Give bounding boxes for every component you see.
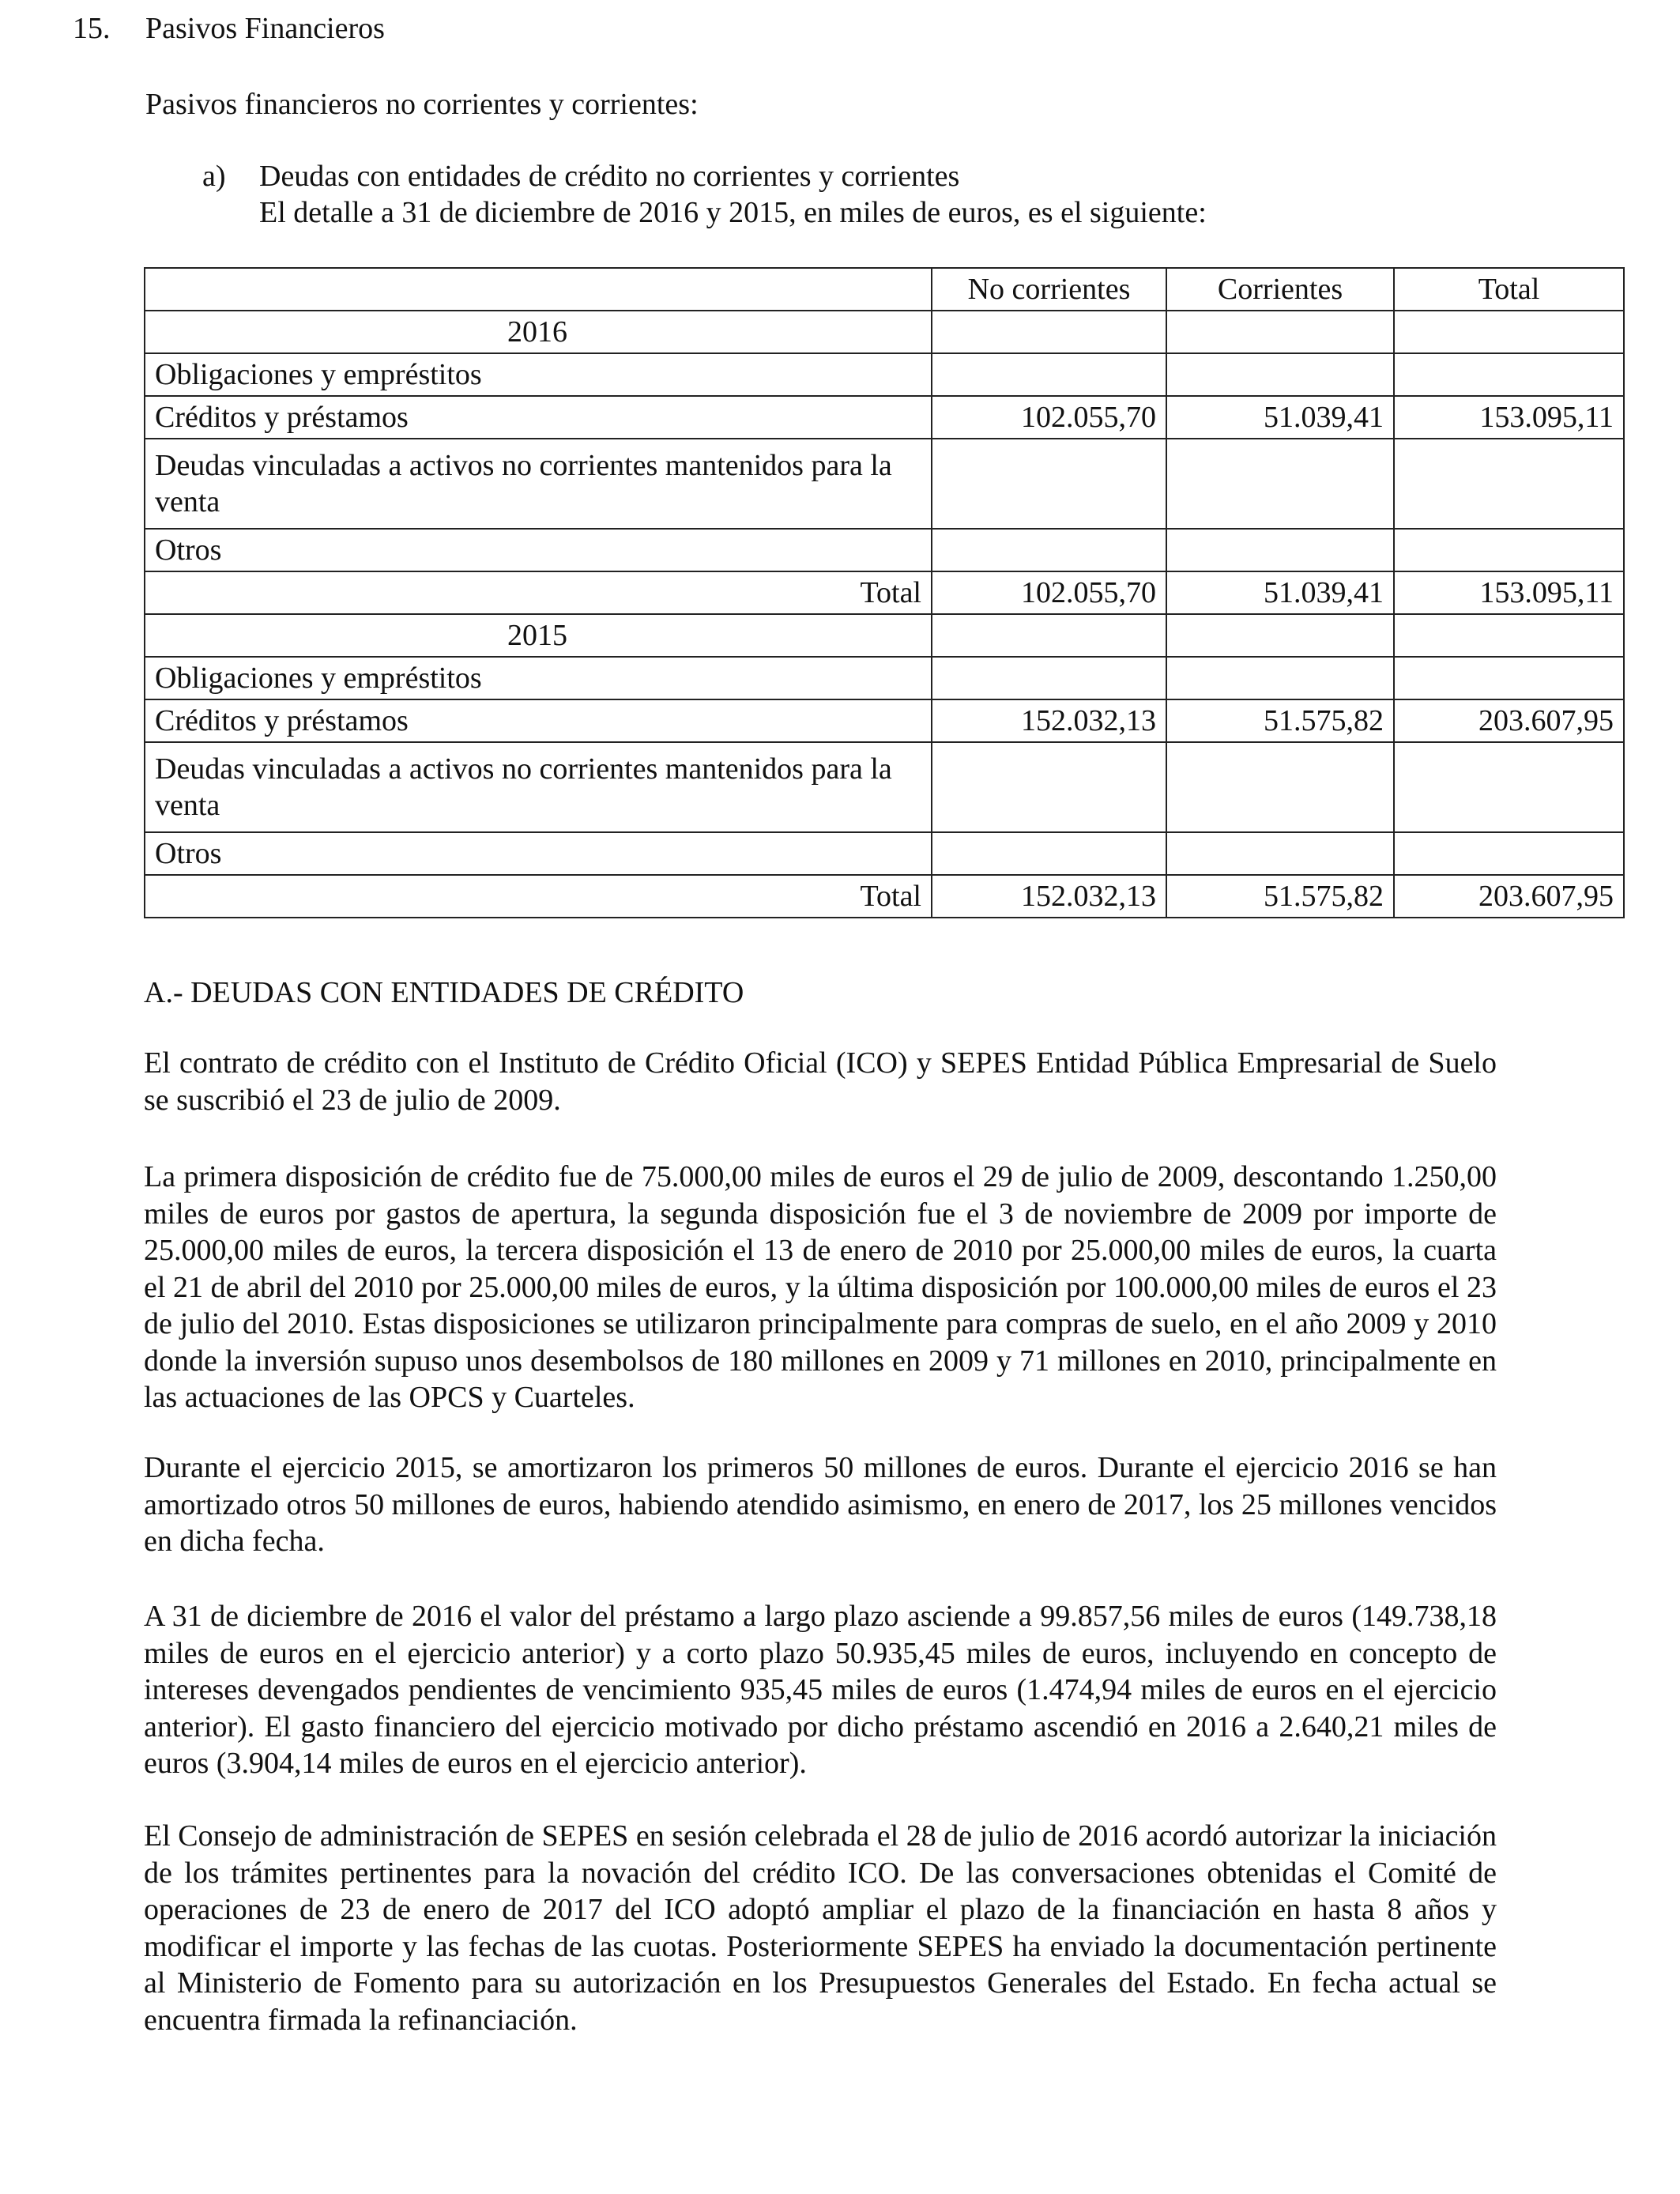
empty-cell bbox=[1394, 614, 1624, 657]
table-row bbox=[145, 699, 1624, 742]
row-total bbox=[1394, 832, 1624, 875]
item-a-title: Deudas con entidades de crédito no corrientes y corrientes bbox=[259, 160, 960, 193]
empty-cell bbox=[1394, 311, 1624, 353]
total-total: 203.607,95 bbox=[1394, 875, 1624, 918]
row-current bbox=[1166, 657, 1394, 699]
paragraph: A 31 de diciembre de 2016 el valor del préstamo a largo plazo asciende a 99.857,56 miles de euros (149.738,18 miles de euros en el ejercicio anterior) y a corto plazo 50.935,45 miles de euros, incluyendo en concepto de intereses devengados pendientes de vencimiento 935,45 miles de euros (1.474,94 miles de euros en el ejercicio anterior). El gasto financiero del ejercicio motivado por dicho préstamo ascendió en 2016 a 2.640,21 miles de euros (3.904,14 miles de euros en el ejercicio anterior). bbox=[144, 1600, 1497, 1780]
total-label: Total bbox=[145, 571, 932, 614]
total-total: 153.095,11 bbox=[1394, 571, 1624, 614]
section-a-title: A.- DEUDAS CON ENTIDADES DE CRÉDITO bbox=[144, 976, 744, 1009]
section-heading bbox=[73, 9, 385, 47]
item-a-letter: a) bbox=[202, 160, 226, 193]
table-row bbox=[145, 832, 1624, 875]
table-row bbox=[145, 529, 1624, 571]
row-total: 153.095,11 bbox=[1394, 396, 1624, 439]
total-label: Total bbox=[145, 875, 932, 918]
financial-liabilities-table bbox=[144, 267, 1625, 918]
total-current: 51.039,41 bbox=[1166, 571, 1394, 614]
row-non-current bbox=[932, 529, 1166, 571]
row-label: Créditos y préstamos bbox=[145, 699, 932, 742]
row-non-current bbox=[932, 832, 1166, 875]
paragraph: Durante el ejercicio 2015, se amortizaron los primeros 50 millones de euros. Durante el ejercicio 2016 se han amortizado otros 50 millones de euros, habiendo atendido asimismo, en enero de 2017, los 25 millones vencidos en dicha fecha. bbox=[144, 1451, 1497, 1558]
row-current bbox=[1166, 529, 1394, 571]
row-current bbox=[1166, 439, 1394, 529]
table-row bbox=[145, 657, 1624, 699]
row-non-current bbox=[932, 353, 1166, 396]
table-row bbox=[145, 353, 1624, 396]
paragraph: El contrato de crédito con el Instituto de Crédito Oficial (ICO) y SEPES Entidad Pública Empresarial de Suelo se suscribió el 23 de julio de 2009. bbox=[144, 1046, 1497, 1117]
item-a-detail: El detalle a 31 de diciembre de 2016 y 2015, en miles de euros, es el siguiente: bbox=[259, 196, 1207, 229]
row-label: Otros bbox=[145, 832, 932, 875]
year-label: 2015 bbox=[145, 614, 932, 657]
total-current: 51.575,82 bbox=[1166, 875, 1394, 918]
total-non-current: 102.055,70 bbox=[932, 571, 1166, 614]
row-label: Deudas vinculadas a activos no corrientes mantenidos para la venta bbox=[145, 742, 932, 832]
section-subtitle: Pasivos financieros no corrientes y corrientes: bbox=[145, 88, 699, 121]
row-label: Deudas vinculadas a activos no corrientes mantenidos para la venta bbox=[145, 439, 932, 529]
row-total: 203.607,95 bbox=[1394, 699, 1624, 742]
row-label: Otros bbox=[145, 529, 932, 571]
header-non-current: No corrientes bbox=[932, 268, 1166, 311]
header-label-cell bbox=[145, 268, 932, 311]
row-current bbox=[1166, 353, 1394, 396]
row-total bbox=[1394, 353, 1624, 396]
table-row bbox=[145, 742, 1624, 832]
row-non-current: 102.055,70 bbox=[932, 396, 1166, 439]
header-current: Corrientes bbox=[1166, 268, 1394, 311]
paragraph: La primera disposición de crédito fue de 75.000,00 miles de euros el 29 de julio de 2009, descontando 1.250,00 miles de euros por gastos de apertura, la segunda disposición fue el 3 de noviembre de 2009 por importe de 25.000,00 miles de euros, la tercera disposición el 13 de enero de 2010 por 25.000,00 miles de euros, la cuarta el 21 de abril del 2010 por 25.000,00 miles de euros, y la última disposición por 100.000,00 miles de euros el 23 de julio del 2010. Estas disposiciones se utilizaron principalmente para compras de suelo, en el año 2009 y 2010 donde la inversión supuso unos desembolsos de 180 millones en 2009 y 71 millones en 2010, principalmente en las actuaciones de las OPCS y Cuarteles. bbox=[144, 1160, 1497, 1414]
empty-cell bbox=[932, 311, 1166, 353]
year-row bbox=[145, 614, 1624, 657]
table-header-row bbox=[145, 268, 1624, 311]
section-title: Pasivos Financieros bbox=[145, 12, 385, 45]
row-total bbox=[1394, 439, 1624, 529]
header-total: Total bbox=[1394, 268, 1624, 311]
total-non-current: 152.032,13 bbox=[932, 875, 1166, 918]
row-total bbox=[1394, 742, 1624, 832]
total-row bbox=[145, 571, 1624, 614]
row-non-current bbox=[932, 742, 1166, 832]
row-label: Obligaciones y empréstitos bbox=[145, 353, 932, 396]
row-non-current: 152.032,13 bbox=[932, 699, 1166, 742]
total-row bbox=[145, 875, 1624, 918]
item-a bbox=[202, 158, 1207, 231]
row-current bbox=[1166, 742, 1394, 832]
paragraph: El Consejo de administración de SEPES en sesión celebrada el 28 de julio de 2016 acordó autorizar la iniciación de los trámites pertinentes para la novación del crédito ICO. De las conversaciones obtenidas el Comité de operaciones de 23 de enero de 2017 del ICO adoptó ampliar el plazo de la financiación en hasta 8 años y modificar el importe y las fechas de las cuotas. Posteriormente SEPES ha enviado la documentación pertinente al Ministerio de Fomento para su autorización en los Presupuestos Generales del Estado. En fecha actual se encuentra firmada la refinanciación. bbox=[144, 1819, 1497, 2037]
row-non-current bbox=[932, 657, 1166, 699]
empty-cell bbox=[932, 614, 1166, 657]
year-row bbox=[145, 311, 1624, 353]
empty-cell bbox=[1166, 311, 1394, 353]
row-non-current bbox=[932, 439, 1166, 529]
row-label: Créditos y préstamos bbox=[145, 396, 932, 439]
row-label: Obligaciones y empréstitos bbox=[145, 657, 932, 699]
empty-cell bbox=[1166, 614, 1394, 657]
row-current: 51.039,41 bbox=[1166, 396, 1394, 439]
table-row bbox=[145, 439, 1624, 529]
table-row bbox=[145, 396, 1624, 439]
row-current bbox=[1166, 832, 1394, 875]
year-label: 2016 bbox=[145, 311, 932, 353]
row-total bbox=[1394, 529, 1624, 571]
row-current: 51.575,82 bbox=[1166, 699, 1394, 742]
row-total bbox=[1394, 657, 1624, 699]
section-number: 15. bbox=[73, 12, 111, 45]
